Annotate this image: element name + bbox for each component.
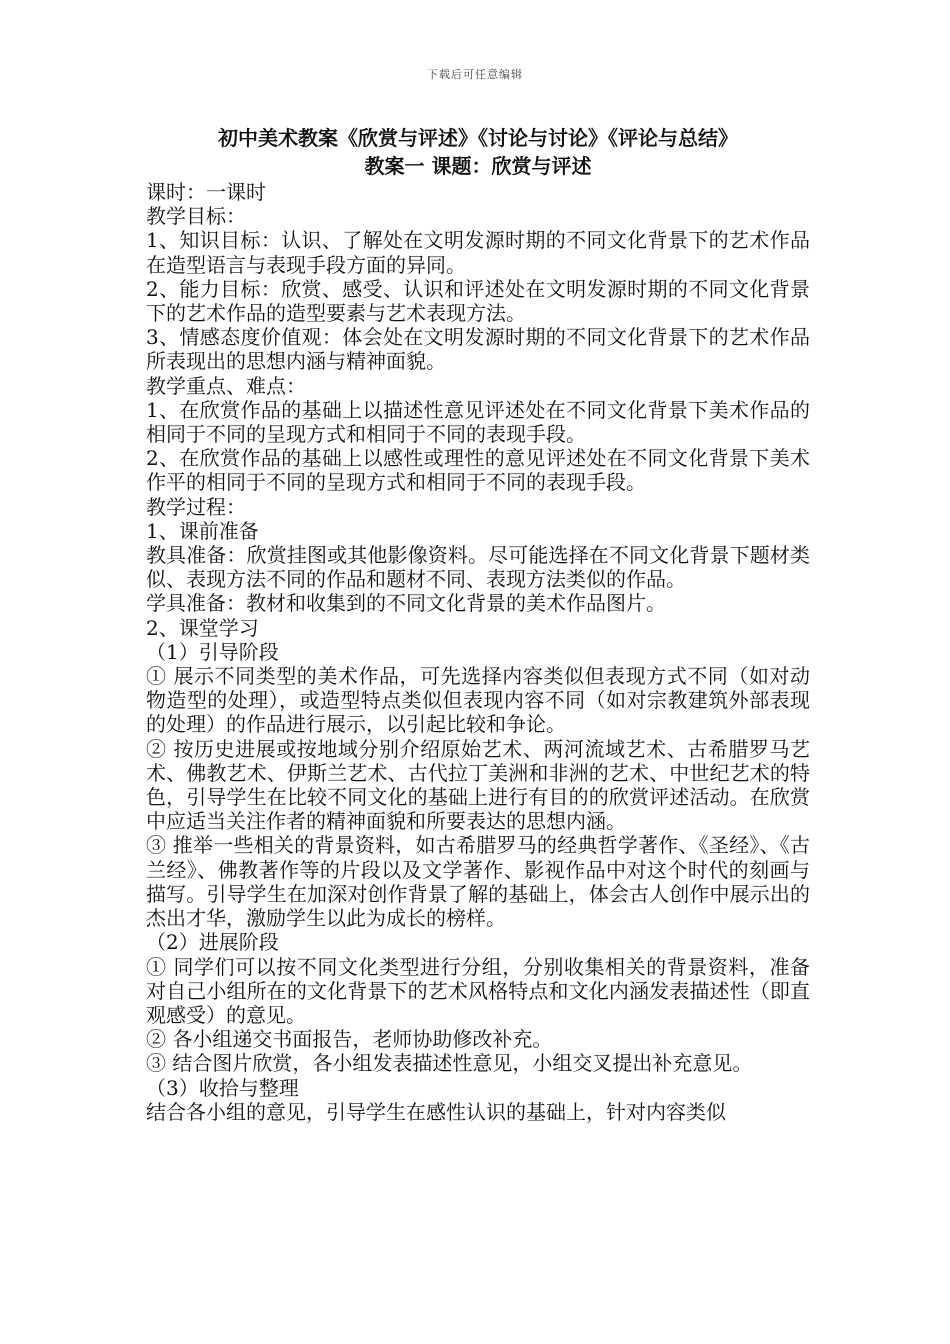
paragraph-development-2: ② 各小组递交书面报告，老师协助修改补充。 — [146, 1027, 553, 1052]
lesson-title: 教案一 课题：欣赏与评述 — [364, 154, 592, 178]
heading-teaching-process: 教学过程： — [146, 494, 246, 519]
paragraph-development-1: ① 同学们可以按不同文化类型进行分组，分别收集相关的背景资料，准备对自己小组所在的文化背景下的艺术风格特点和文化内涵发表描述性（即直观感受）的意见。 — [146, 954, 810, 1027]
paragraph-summary: 结合各小组的意见，引导学生在感性认识的基础上，针对内容类似 — [146, 1099, 726, 1124]
paragraph-guidance-1: ① 展示不同类型的美术作品，可先选择内容类似但表现方式不同（如对动物造型的处理），或造型特点类似但表现内容不同（如对宗教建筑外部表现的处理）的作品进行展示，以引起比较和争论。 — [146, 664, 810, 737]
document-title: 初中美术教案《欣赏与评述》《讨论与讨论》《评论与总结》 — [218, 126, 738, 150]
heading-development-stage: （2）进展阶段 — [146, 930, 279, 955]
paragraph-guidance-3: ③ 推举一些相关的背景资料，如古希腊罗马的经典哲学著作、《圣经》、《古兰经》、佛教著作等的片段以及文学著作、影视作品中对这个时代的刻画与描写。引导学生在加深对创作背景了解的基础上，体会古人创作中展示出的杰出才华，激励学生以此为成长的榜样。 — [146, 833, 810, 931]
paragraph-attitude-goal: 3、情感态度价值观：体会处在文明发源时期的不同文化背景下的艺术作品所表现出的思想内涵与精神面貌。 — [146, 325, 810, 374]
paragraph-guidance-2: ② 按历史进展或按地域分别介绍原始艺术、两河流域艺术、古希腊罗马艺术、佛教艺术、伊斯兰艺术、古代拉丁美洲和非洲的艺术、中世纪艺术的特色，引导学生在比较不同文化的基础上进行有目的的欣赏评述活动。在欣赏中应适当关注作者的精神面貌和所要表达的思想内涵。 — [146, 736, 810, 834]
heading-teaching-goals: 教学目标： — [146, 204, 246, 229]
heading-guidance-stage: （1）引导阶段 — [146, 639, 279, 664]
paragraph-ability-goal: 2、能力目标：欣赏、感受、认识和评述处在文明发源时期的不同文化背景下的艺术作品的造型要素与艺术表现方法。 — [146, 276, 810, 326]
heading-key-points: 教学重点、难点： — [146, 373, 306, 398]
paragraph-learning-aids: 学具准备：教材和收集到的不同文化背景的美术作品图片。 — [146, 591, 666, 616]
heading-classroom-learning: 2、课堂学习 — [146, 615, 259, 640]
paragraph-development-3: ③ 结合图片欣赏，各小组发表描述性意见，小组交叉提出补充意见。 — [146, 1051, 753, 1076]
document-body — [146, 124, 810, 1124]
heading-preparation: 1、课前准备 — [146, 518, 259, 543]
page-header-note: 下载后可任意编辑 — [427, 68, 523, 81]
paragraph-key-point-2: 2、在欣赏作品的基础上以感性或理性的意见评述处在不同文化背景下美术作平的相同于不同的呈现方式和相同于不同的表现手段。 — [146, 446, 810, 495]
paragraph-knowledge-goal: 1、知识目标：认识、了解处在文明发源时期的不同文化背景下的艺术作品在造型语言与表现手段方面的异同。 — [146, 228, 810, 277]
paragraph-key-point-1: 1、在欣赏作品的基础上以描述性意见评述处在不同文化背景下美术作品的相同于不同的呈现方式和相同于不同的表现手段。 — [146, 397, 810, 447]
paragraph-teaching-aids: 教具准备：欣赏挂图或其他影像资料。尽可能选择在不同文化背景下题材类似、表现方法不同的作品和题材不同、表现方法类似的作品。 — [146, 543, 810, 592]
paragraph-class-hours: 课时：一课时 — [146, 180, 266, 204]
heading-summary-stage: （3）收拾与整理 — [146, 1075, 299, 1100]
